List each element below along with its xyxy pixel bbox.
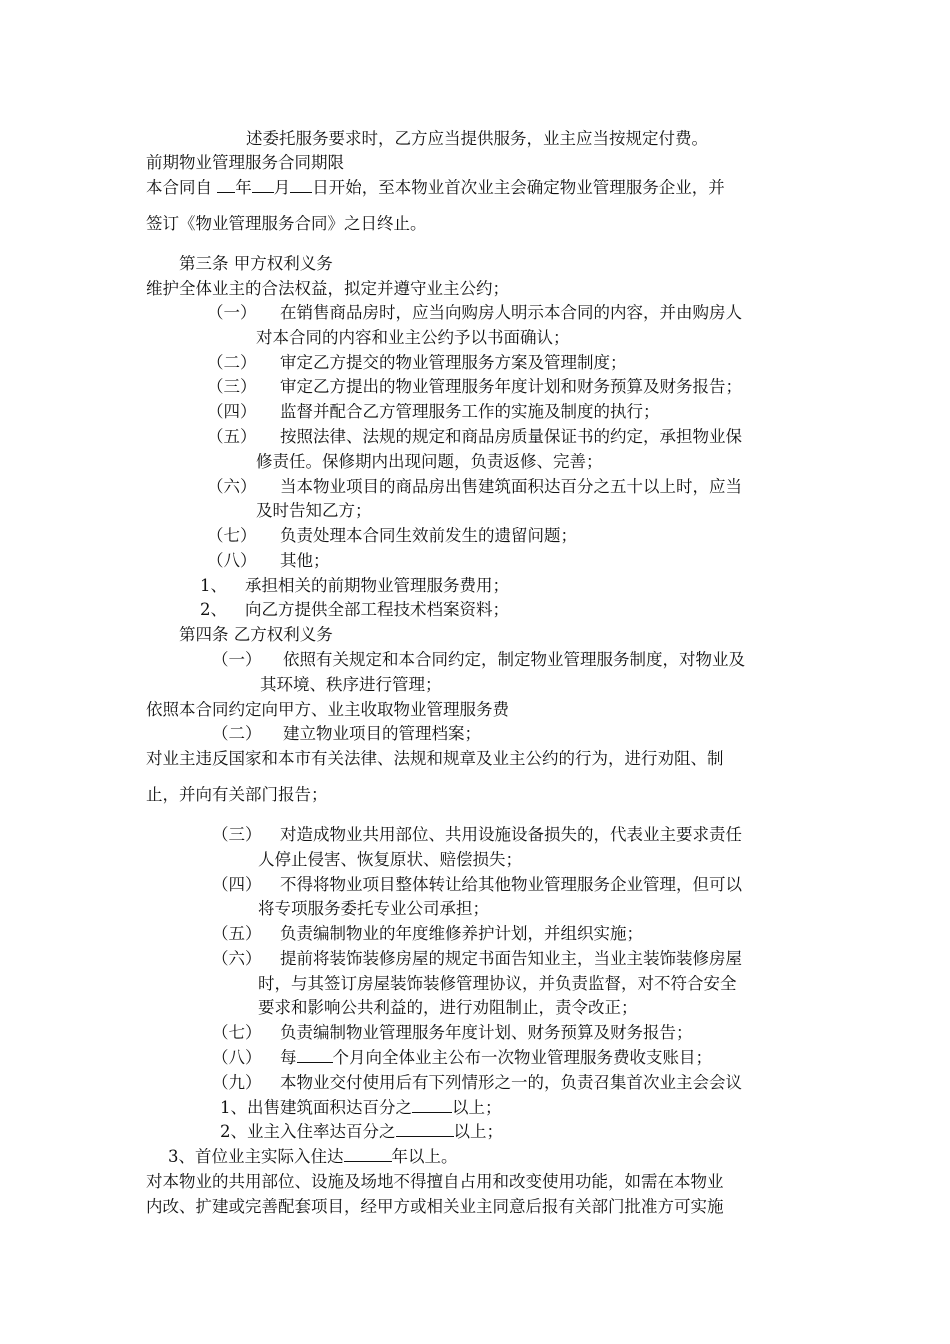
condition-1-suffix: 以上； [452,1098,502,1117]
condition-2-suffix: 以上； [453,1122,503,1141]
art3-item-3-mark: （三） [207,377,257,396]
art3-item-7-line1: 负责处理本合同生效前发生的遗留问题； [280,526,577,545]
condition-1 [220,1097,502,1119]
article-4-title: 第四条 乙方权利义务 [179,625,333,644]
blank-day [290,177,312,193]
art3-item-4-line1: 监督并配合乙方管理服务工作的实施及制度的执行； [280,402,660,421]
month-label: 月 [273,178,291,197]
blank-month [252,177,274,193]
art3-sub-2-text: 向乙方提供全部工程技术档案资料； [245,600,509,619]
art4-item-9-mark: （九） [212,1073,262,1092]
art4-item-5-mark: （五） [212,924,262,943]
condition-3 [168,1146,458,1168]
blank-months [297,1047,333,1063]
art3-item-5-line2: 修责任。保修期内出现问题，负责返修、完善； [256,452,603,471]
art4-item-6-line1: 提前将装饰装修房屋的规定书面告知业主，当业主装饰装修房屋 [280,949,742,968]
art3-item-1-mark: （一） [207,303,257,322]
art4-item-9-line1: 本物业交付使用后有下列情形之一的，负责召集首次业主会会议 [280,1073,742,1092]
art4-item-8-mark: （八） [212,1048,262,1067]
art3-item-3-line1: 审定乙方提出的物业管理服务年度计划和财务预算及财务报告； [280,377,742,396]
art3-item-2-line1: 审定乙方提交的物业管理服务方案及管理制度； [280,353,627,372]
art4-item-4-line2: 将专项服务委托专业公司承担； [258,899,489,918]
art3-sub-2-mark: 2、 [200,600,227,619]
heading-contract-term: 前期物业管理服务合同期限 [146,153,344,172]
condition-2-prefix: 2、业主入住率达百分之 [220,1122,396,1141]
paragraph-contract-end: 签订《物业管理服务合同》之日终止。 [146,214,427,233]
art4-item-4-mark: （四） [212,875,262,894]
start-suffix: 日开始，至本物业首次业主会确定物业管理服务企业，并 [312,178,725,197]
art3-item-2-mark: （二） [207,353,257,372]
art4-item-3-line1: 对造成物业共用部位、共用设施设备损失的，代表业主要求责任 [280,825,742,844]
blank-area-percent [412,1097,452,1113]
art3-item-8-line1: 其他； [280,551,330,570]
art4-item-5-line1: 负责编制物业的年度维修养护计划，并组织实施； [280,924,643,943]
art3-item-6-mark: （六） [207,477,257,496]
article-3-title: 第三条 甲方权利义务 [179,254,333,273]
condition-1-prefix: 1、出售建筑面积达百分之 [220,1098,412,1117]
art4-item-4-line1: 不得将物业项目整体转让给其他物业管理服务企业管理，但可以 [280,875,742,894]
art4-item-2-line1: 建立物业项目的管理档案； [283,724,481,743]
article-3-intro: 维护全体业主的合法权益，拟定并遵守业主公约； [146,279,509,298]
item8-suffix: 个月向全体业主公布一次物业管理服务费收支账目； [332,1048,712,1067]
final-paragraph-line1: 对本物业的共用部位、设施及场地不得擅自占用和改变使用功能，如需在本物业 [146,1172,724,1191]
condition-2 [220,1121,503,1143]
art4-item-7-line1: 负责编制物业管理服务年度计划、财务预算及财务报告； [280,1023,693,1042]
art3-item-1-line1: 在销售商品房时，应当向购房人明示本合同的内容，并由购房人 [280,303,742,322]
art3-item-8-mark: （八） [207,551,257,570]
art3-item-7-mark: （七） [207,526,257,545]
item8-prefix: 每 [280,1048,297,1067]
condition-3-prefix: 3、首位业主实际入住达 [168,1147,344,1166]
art4-item-2-mark: （二） [212,724,262,743]
art4-item-8-line1 [280,1047,712,1069]
blank-occupancy-percent [396,1121,454,1137]
art4-stop-paragraph-line1: 对业主违反国家和本市有关法律、法规和规章及业主公约的行为，进行劝阻、制 [146,749,724,768]
art4-item-6-line2: 时，与其签订房屋装饰装修管理协议，并负责监督，对不符合安全 [258,974,737,993]
art3-sub-1-text: 承担相关的前期物业管理服务费用； [245,576,509,595]
blank-years [344,1146,392,1162]
blank-year [217,177,235,193]
art4-item-6-mark: （六） [212,949,262,968]
art3-item-6-line1: 当本物业项目的商品房出售建筑面积达百分之五十以上时，应当 [280,477,742,496]
final-paragraph-line2: 内改、扩建或完善配套项目，经甲方或相关业主同意后报有关部门批准方可实施 [146,1197,724,1216]
condition-3-suffix: 年以上。 [391,1147,458,1166]
art4-item-1-mark: （一） [212,650,262,669]
art3-item-6-line2: 及时告知乙方； [256,501,372,520]
art4-item-1-line2: 其环境、秩序进行管理； [260,675,442,694]
art3-item-5-mark: （五） [207,427,257,446]
art3-item-5-line1: 按照法律、法规的规定和商品房质量保证书的约定，承担物业保 [280,427,742,446]
year-label: 年 [235,178,252,197]
art4-item-3-mark: （三） [212,825,262,844]
start-prefix: 本合同自 [146,178,212,197]
art3-sub-1-mark: 1、 [200,576,227,595]
art4-item-3-line2: 人停止侵害、恢复原状、赔偿损失； [258,850,522,869]
paragraph-service-payment: 述委托服务要求时，乙方应当提供服务，业主应当按规定付费。 [246,129,708,148]
art4-item-1-line1: 依照有关规定和本合同约定，制定物业管理服务制度，对物业及 [283,650,745,669]
art4-item-7-mark: （七） [212,1023,262,1042]
art3-item-4-mark: （四） [207,402,257,421]
art4-fee-paragraph: 依照本合同约定向甲方、业主收取物业管理服务费 [146,700,509,719]
art4-item-6-line3: 要求和影响公共利益的，进行劝阻制止，责令改正； [258,998,638,1017]
art3-item-1-line2: 对本合同的内容和业主公约予以书面确认； [256,328,570,347]
art4-stop-paragraph-line2: 止，并向有关部门报告； [146,785,328,804]
paragraph-contract-start [146,177,725,199]
